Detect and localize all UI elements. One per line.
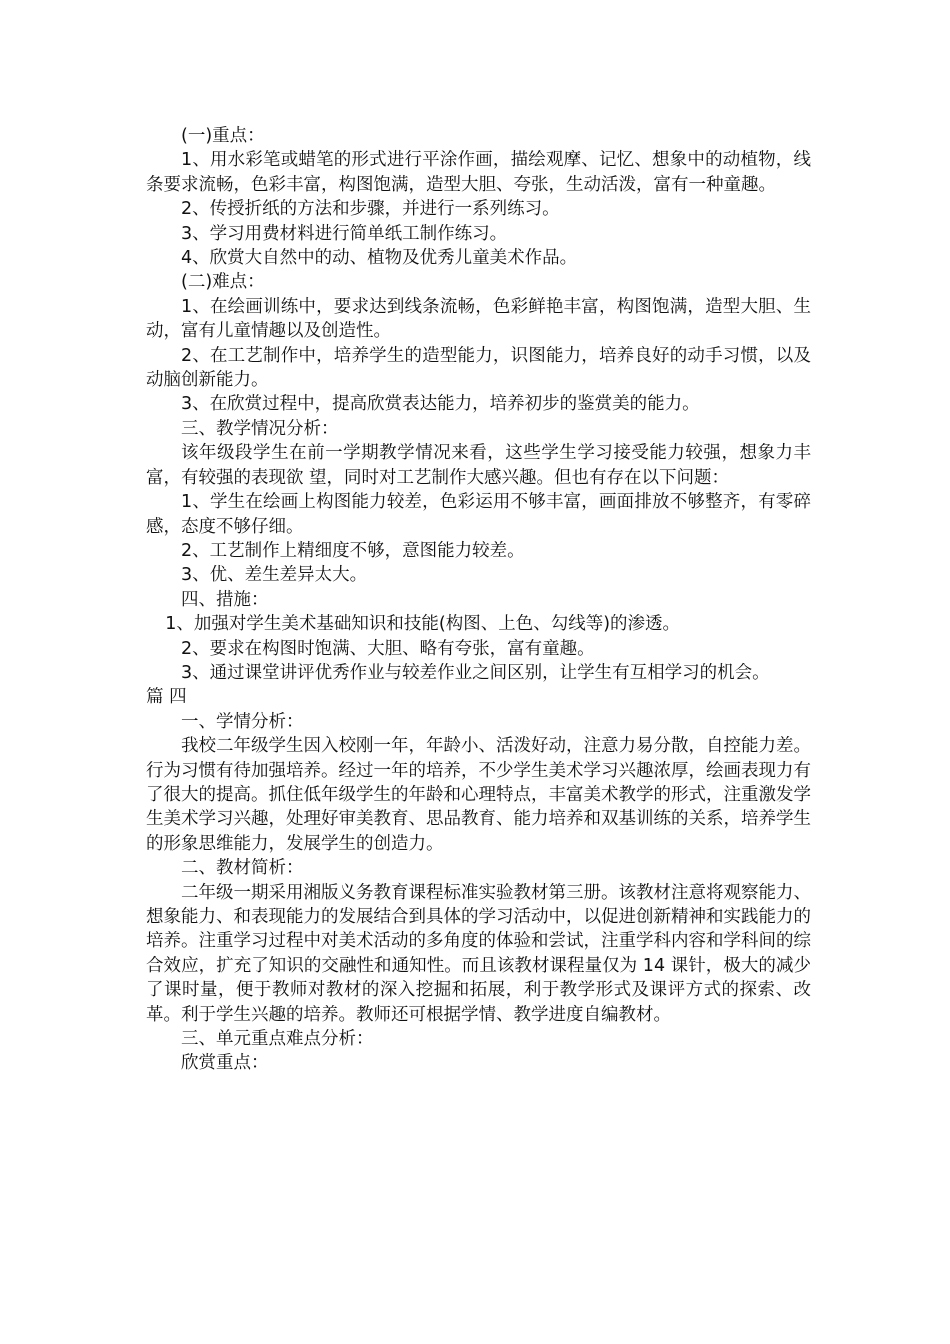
paragraph: 3、在欣赏过程中，提高欣赏表达能力，培养初步的鉴赏美的能力。 xyxy=(181,394,700,415)
paragraph: 2、传授折纸的方法和步骤，并进行一系列练习。 xyxy=(181,199,560,220)
document-body xyxy=(146,124,811,1076)
paragraph: 2、工艺制作上精细度不够，意图能力较差。 xyxy=(181,540,525,561)
paragraph: 3、学习用费材料进行简单纸工制作练习。 xyxy=(181,223,508,244)
paragraph: 1、学生在绘画上构图能力较差，色彩运用不够丰富，画面排放不够整齐，有零碎感，态度不够仔细。 xyxy=(146,492,811,537)
paragraph: 1、用水彩笔或蜡笔的形式进行平涂作画，描绘观摩、记忆、想象中的动植物，线条要求流畅，色彩丰富，构图饱满，造型大胆、夸张，生动活泼，富有一种童趣。 xyxy=(146,150,811,195)
section-heading: 一、学情分析： xyxy=(181,711,304,732)
paragraph: 2、要求在构图时饱满、大胆、略有夸张，富有童趣。 xyxy=(181,638,595,659)
section-heading: 三、单元重点难点分析： xyxy=(181,1029,374,1050)
section-heading: 二、教材简析： xyxy=(181,858,304,879)
paragraph: 3、优、差生差异太大。 xyxy=(181,565,368,586)
paragraph: 欣赏重点： xyxy=(181,1053,269,1074)
section-heading: 四、措施： xyxy=(181,589,269,610)
paragraph: 1、加强对学生美术基础知识和技能(构图、上色、勾线等)的渗透。 xyxy=(165,614,681,635)
paragraph: 3、通过课堂讲评优秀作业与较差作业之间区别，让学生有互相学习的机会。 xyxy=(181,662,770,683)
chapter-heading: 篇 四 xyxy=(146,687,187,708)
paragraph: 二年级一期采用湘版义务教育课程标准实验教材第三册。该教材注意将观察能力、想象能力、和表现能力的发展结合到具体的学习活动中，以促进创新精神和实践能力的培养。注重学习过程中对美术活动的多角度的体验和尝试，注重学科内容和学科间的综合效应，扩充了知识的交融性和通知性。而且该教材课程量仅为 14 课针，极大的减少了课时量，便于教师对教材的深入挖掘和拓展，利于教学形式及课评方式的探索、改革。利于学生兴趣的培养。教师还可根据学情、教学进度自编教材。 xyxy=(146,882,811,1025)
paragraph: 4、欣赏大自然中的动、植物及优秀儿童美术作品。 xyxy=(181,248,578,269)
section-heading: 三、教学情况分析： xyxy=(181,418,339,439)
paragraph: (一)重点： xyxy=(181,126,265,146)
paragraph: 1、在绘画训练中，要求达到线条流畅，色彩鲜艳丰富，构图饱满，造型大胆、生动，富有儿童情趣以及创造性。 xyxy=(146,296,811,342)
paragraph: (二)难点： xyxy=(181,272,265,293)
paragraph: 该年级段学生在前一学期教学情况来看，这些学生学习接受能力较强，想象力丰富，有较强的表现欲 望，同时对工艺制作大感兴趣。但也有存在以下问题： xyxy=(146,443,811,488)
paragraph: 2、在工艺制作中，培养学生的造型能力，识图能力，培养良好的动手习惯，以及动脑创新能力。 xyxy=(146,345,811,391)
paragraph: 我校二年级学生因入校刚一年，年龄小、活泼好动，注意力易分散，自控能力差。行为习惯有待加强培养。经过一年的培养，不少学生美术学习兴趣浓厚，绘画表现力有了很大的提高。抓住低年级学生的年龄和心理特点，丰富美术教学的形式，注重激发学生美术学习兴趣，处理好审美教育、思品教育、能力培养和双基训练的关系，培养学生的形象思维能力，发展学生的创造力。 xyxy=(146,736,811,854)
